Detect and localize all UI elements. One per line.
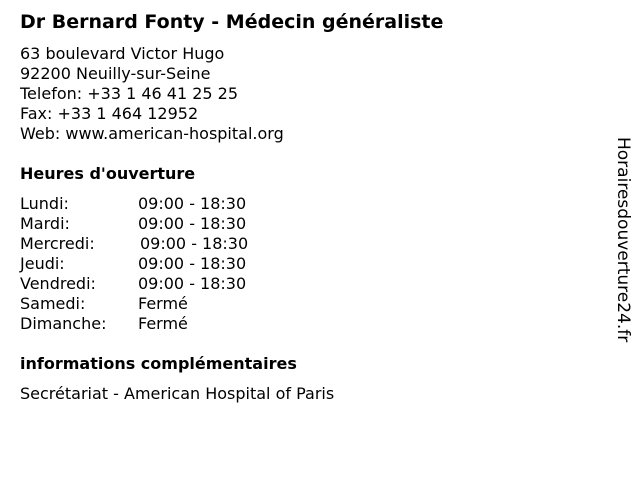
address-city: 92200 Neuilly-sur-Seine xyxy=(20,64,211,83)
additional-info-text: Secrétariat - American Hospital of Paris xyxy=(20,384,335,403)
opening-hours-row xyxy=(20,254,320,274)
opening-hours-row xyxy=(20,234,320,254)
day-hours: 09:00 - 18:30 xyxy=(138,254,247,273)
address-street: 63 boulevard Victor Hugo xyxy=(20,44,225,63)
day-label: Samedi: xyxy=(20,294,86,313)
opening-hours-table xyxy=(20,194,320,334)
opening-hours-row xyxy=(20,274,320,294)
fax-number: Fax: +33 1 464 12952 xyxy=(20,104,199,123)
opening-hours-row xyxy=(20,214,320,234)
day-label: Jeudi: xyxy=(20,254,65,273)
day-hours: 09:00 - 18:30 xyxy=(138,194,247,213)
day-label: Vendredi: xyxy=(20,274,96,293)
brand-watermark: Horairesdouverture24.fr xyxy=(613,137,633,343)
day-label: Dimanche: xyxy=(20,314,107,333)
day-label: Mardi: xyxy=(20,214,70,233)
opening-hours-row xyxy=(20,194,320,214)
day-label: Mercredi: xyxy=(20,234,95,253)
address-block xyxy=(20,44,284,144)
opening-hours-card xyxy=(20,0,600,480)
additional-info-heading: informations complémentaires xyxy=(20,354,297,373)
side-branding xyxy=(610,0,636,480)
opening-hours-row xyxy=(20,314,320,334)
day-hours: 09:00 - 18:30 xyxy=(140,234,249,253)
day-hours: Fermé xyxy=(138,294,188,313)
website-text: Web: www.american-hospital.org xyxy=(20,124,284,143)
day-hours: 09:00 - 18:30 xyxy=(138,214,247,233)
phone-number: Telefon: +33 1 46 41 25 25 xyxy=(20,84,239,103)
day-hours: Fermé xyxy=(138,314,188,333)
opening-hours-row xyxy=(20,294,320,314)
page-title: Dr Bernard Fonty - Médecin généraliste xyxy=(20,11,444,33)
day-label: Lundi: xyxy=(20,194,69,213)
day-hours: 09:00 - 18:30 xyxy=(138,274,247,293)
opening-hours-heading: Heures d'ouverture xyxy=(20,164,196,183)
